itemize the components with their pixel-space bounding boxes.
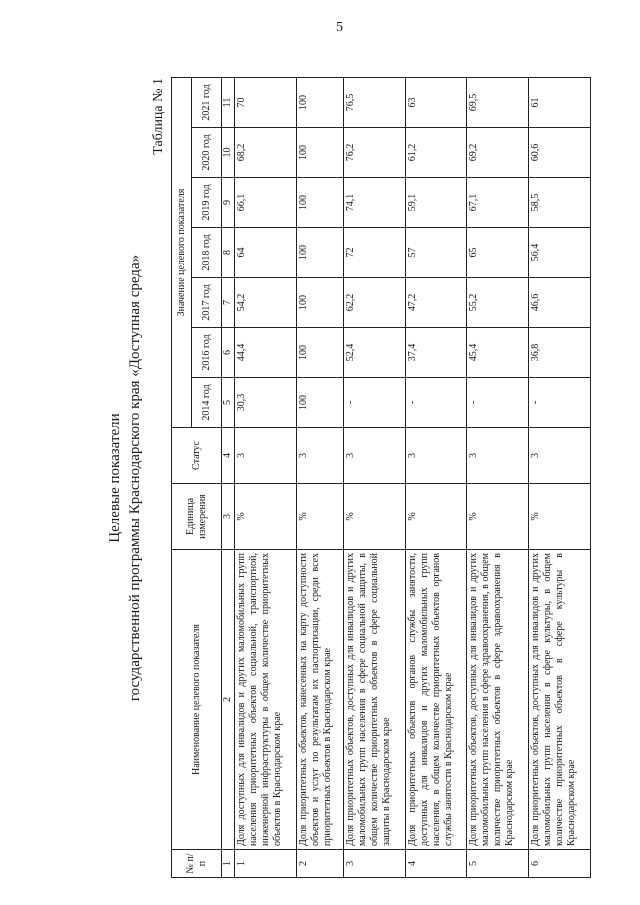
value-cell: 45,4	[467, 328, 529, 378]
unit-cell: %	[343, 484, 405, 550]
header-year: 2021 год	[192, 77, 222, 127]
value-cell: 67,1	[467, 178, 529, 228]
column-index-cell: 3	[222, 484, 235, 550]
value-cell: 30,3	[235, 378, 297, 428]
table-row	[296, 77, 343, 877]
value-cell: -	[529, 378, 591, 428]
status-cell: 3	[529, 428, 591, 484]
value-cell: 74,1	[343, 178, 405, 228]
column-index-cell: 7	[222, 278, 235, 328]
column-index-row	[222, 77, 235, 877]
value-cell: 55,2	[467, 278, 529, 328]
header-year: 2016 год	[192, 328, 222, 378]
column-index-cell: 5	[222, 378, 235, 428]
header-year: 2018 год	[192, 228, 222, 278]
header-year: 2017 год	[192, 278, 222, 328]
value-cell: 64	[235, 228, 297, 278]
row-number: 5	[467, 850, 529, 878]
indicator-name: Доля приоритетных объектов органов службы занятости, доступных для инвалидов и других маломобильных групп населения, в общем количестве приоритетных объектов органов службы занятости в Краснодарском крае	[405, 550, 467, 850]
row-number: 6	[529, 850, 591, 878]
table-row	[467, 77, 529, 877]
value-cell: 69,5	[467, 77, 529, 127]
status-cell: 3	[296, 428, 343, 484]
value-cell: 63	[405, 77, 467, 127]
value-cell: 70	[235, 77, 297, 127]
value-cell: 61,2	[405, 128, 467, 178]
value-cell: 69,2	[467, 128, 529, 178]
value-cell: 68,2	[235, 128, 297, 178]
status-cell: 3	[343, 428, 405, 484]
header-year: 2019 год	[192, 178, 222, 228]
header-name: Наименование целевого показателя	[172, 550, 222, 850]
column-index-cell: 9	[222, 178, 235, 228]
row-number: 2	[296, 850, 343, 878]
table-row	[343, 77, 405, 877]
value-cell: 76,5	[343, 77, 405, 127]
value-cell: 46,6	[529, 278, 591, 328]
value-cell: 47,2	[405, 278, 467, 328]
column-index-cell: 10	[222, 128, 235, 178]
value-cell: 100	[296, 128, 343, 178]
column-index-cell: 6	[222, 328, 235, 378]
value-cell: 100	[296, 378, 343, 428]
indicator-name: Доля приоритетных объектов, доступных для инвалидов и других маломобильных групп населения в сфере социальной защиты, в общем количестве приоритетных объектов в сфере социальной защиты в Краснодарском крае	[343, 550, 405, 850]
header-unit: Единица измерения	[172, 484, 222, 550]
title-line-1: Целевые показатели	[107, 413, 123, 543]
header-num: № п/п	[172, 850, 222, 878]
indicator-name: Доля приоритетных объектов, нанесенных на карту доступности объектов и услуг по результатам их паспортизации, среди всех приоритетных объектов в Краснодарском крае	[296, 550, 343, 850]
unit-cell: %	[529, 484, 591, 550]
value-cell: 72	[343, 228, 405, 278]
value-cell: 76,2	[343, 128, 405, 178]
value-cell: 60,6	[529, 128, 591, 178]
value-cell: 44,4	[235, 328, 297, 378]
document-title	[105, 78, 145, 878]
value-cell: 100	[296, 278, 343, 328]
value-cell: 65	[467, 228, 529, 278]
title-line-2: государственной программы Краснодарского края «Доступная среда»	[127, 254, 143, 702]
value-cell: 66,1	[235, 178, 297, 228]
status-cell: 3	[405, 428, 467, 484]
value-cell: -	[343, 378, 405, 428]
value-cell: 58,5	[529, 178, 591, 228]
value-cell: 62,2	[343, 278, 405, 328]
row-number: 3	[343, 850, 405, 878]
value-cell: 59,1	[405, 178, 467, 228]
value-cell: 54,2	[235, 278, 297, 328]
row-number: 4	[405, 850, 467, 878]
status-cell: 3	[235, 428, 297, 484]
table-row	[529, 77, 591, 877]
rotated-sheet	[105, 78, 595, 878]
value-cell: 56,4	[529, 228, 591, 278]
page-number: 5	[336, 20, 343, 35]
unit-cell: %	[296, 484, 343, 550]
column-index-cell: 2	[222, 550, 235, 850]
value-cell: 37,4	[405, 328, 467, 378]
row-number: 1	[235, 850, 297, 878]
column-index-cell: 4	[222, 428, 235, 484]
column-index-cell: 8	[222, 228, 235, 278]
header-value-group: Значение целевого показателя	[172, 77, 192, 427]
header-status: Статус	[172, 428, 222, 484]
indicator-name: Доля приоритетных объектов, доступных для инвалидов и других маломобильных групп населения в сфере культуры, в общем количестве приоритетных объектов в сфере культуры в Краснодарском крае	[529, 550, 591, 850]
value-cell: -	[405, 378, 467, 428]
value-cell: -	[467, 378, 529, 428]
table-row	[405, 77, 467, 877]
value-cell: 100	[296, 328, 343, 378]
table-label: Таблица № 1	[151, 78, 166, 155]
status-cell: 3	[467, 428, 529, 484]
column-index-cell: 11	[222, 77, 235, 127]
indicators-table	[171, 77, 591, 878]
unit-cell: %	[235, 484, 297, 550]
table-row	[235, 77, 297, 877]
column-index-cell: 1	[222, 850, 235, 878]
unit-cell: %	[467, 484, 529, 550]
value-cell: 57	[405, 228, 467, 278]
indicator-name: Доля доступных для инвалидов и других маломобильных групп населения приоритетных объектов социальной, транспортной, инженерной инфраструктуры в общем количестве приоритетных объектов в Краснодарском крае	[235, 550, 297, 850]
indicator-name: Доля приоритетных объектов, доступных для инвалидов и других маломобильных групп населения в сфере здравоохранения, в общем количестве приоритетных объектов в сфере здравоохранения в Краснодарском крае	[467, 550, 529, 850]
value-cell: 61	[529, 77, 591, 127]
header-year: 2014 год	[192, 378, 222, 428]
value-cell: 36,8	[529, 328, 591, 378]
value-cell: 52,4	[343, 328, 405, 378]
value-cell: 100	[296, 228, 343, 278]
value-cell: 100	[296, 178, 343, 228]
header-year: 2020 год	[192, 128, 222, 178]
value-cell: 100	[296, 77, 343, 127]
unit-cell: %	[405, 484, 467, 550]
